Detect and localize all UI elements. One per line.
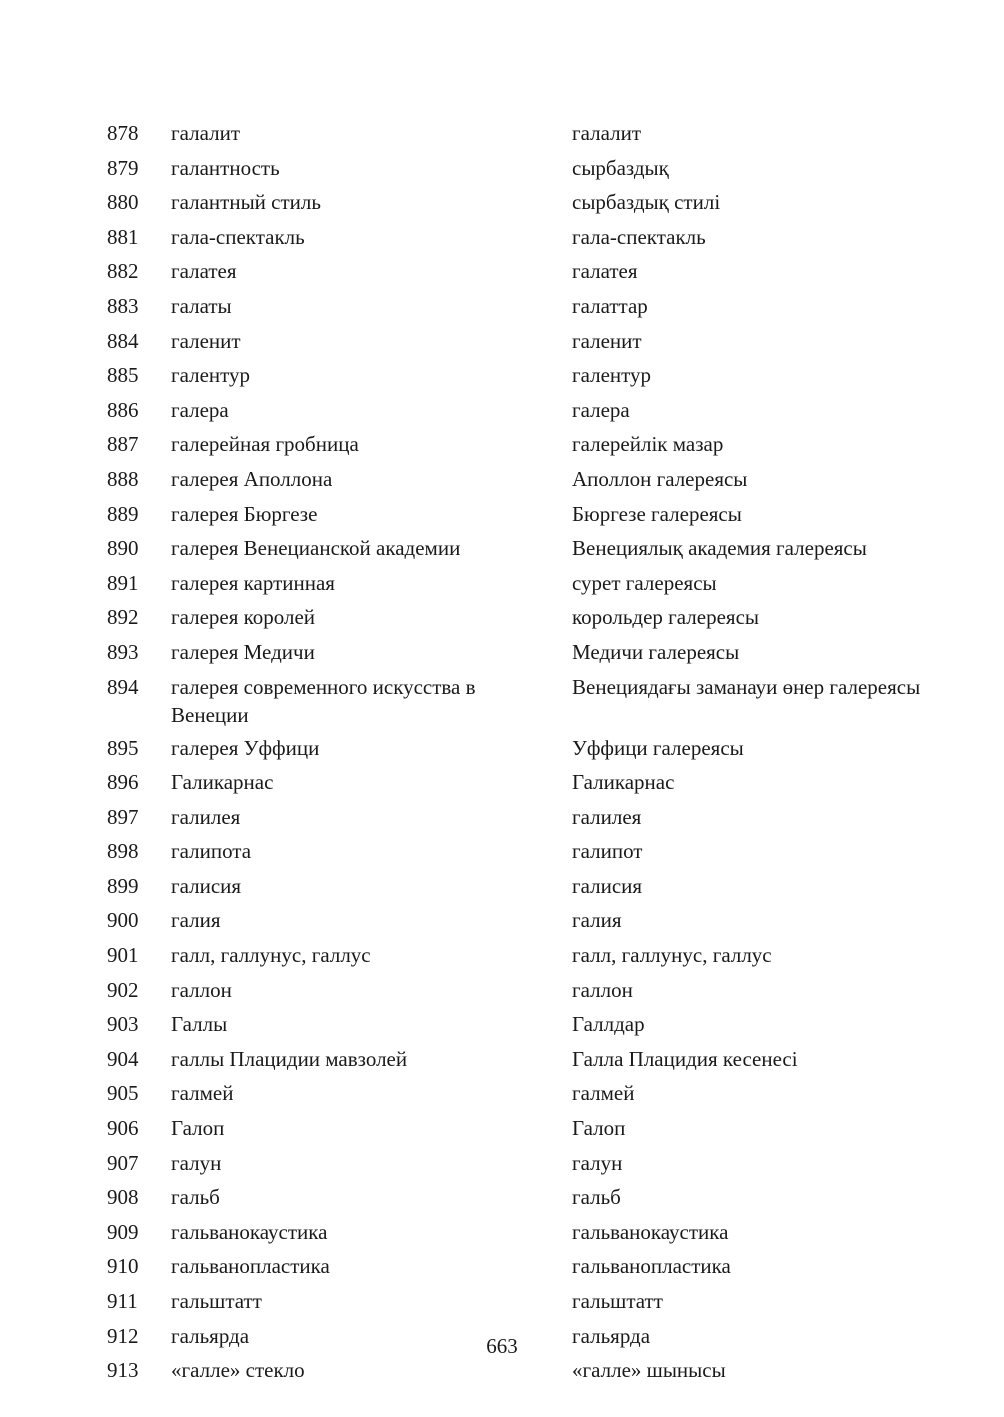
- russian-term: галентур: [171, 363, 251, 388]
- russian-term: гала-спектакль: [171, 224, 305, 249]
- table-row: [0, 255, 1004, 290]
- russian-term: галипота: [171, 839, 252, 864]
- table-row: [0, 532, 1004, 567]
- entry-number: 896: [107, 770, 139, 795]
- table-row: [0, 1077, 1004, 1112]
- russian-term: галенит: [171, 328, 241, 353]
- table-row: [0, 1147, 1004, 1182]
- table-row: [0, 221, 1004, 256]
- kazakh-term: гала-спектакль: [572, 224, 706, 249]
- kazakh-term: галун: [572, 1150, 623, 1175]
- kazakh-term: гальб: [572, 1185, 621, 1210]
- russian-term: галисия: [171, 873, 242, 898]
- entry-number: 886: [107, 397, 139, 422]
- entry-number: 907: [107, 1150, 139, 1175]
- table-row: [0, 1250, 1004, 1285]
- entry-number: 881: [107, 224, 139, 249]
- table-row: [0, 1285, 1004, 1320]
- russian-term: галерейная гробница: [171, 432, 359, 457]
- russian-term: галерея Венецианской академии: [171, 536, 461, 561]
- entry-number: 878: [107, 121, 139, 145]
- table-row: [0, 428, 1004, 463]
- table-row: [0, 117, 1004, 152]
- russian-term: гальярда: [171, 1323, 250, 1348]
- kazakh-term: гальванокаустика: [572, 1219, 729, 1244]
- kazakh-term: Венециялық академия галереясы: [572, 536, 867, 561]
- entry-number: 912: [107, 1323, 139, 1348]
- kazakh-term: гальванопластика: [572, 1254, 731, 1279]
- russian-term: галл, галлунус, галлус: [171, 943, 371, 968]
- kazakh-term: сурет галереясы: [572, 570, 717, 595]
- entry-number: 900: [107, 908, 139, 933]
- kazakh-term: Уффици галереясы: [572, 735, 744, 760]
- kazakh-term: Медичи галереясы: [572, 639, 740, 664]
- kazakh-term: гальштатт: [572, 1289, 663, 1313]
- entry-number: 910: [107, 1254, 139, 1279]
- table-row: [0, 359, 1004, 394]
- table-row: [0, 870, 1004, 905]
- russian-term: гальштатт: [171, 1289, 262, 1313]
- entry-number: 908: [107, 1185, 139, 1210]
- russian-term: «галле» стекло: [171, 1358, 305, 1383]
- entry-number: 911: [107, 1289, 138, 1313]
- kazakh-term: сырбаздық: [572, 155, 669, 180]
- glossary-table: [0, 117, 1004, 1389]
- russian-term: галерея картинная: [171, 570, 335, 595]
- entry-number: 895: [107, 735, 139, 760]
- kazakh-term: галмей: [572, 1081, 635, 1106]
- kazakh-term: «галле» шынысы: [572, 1358, 726, 1383]
- kazakh-term: галипот: [572, 839, 643, 864]
- kazakh-term: Бюргезе галереясы: [572, 501, 742, 526]
- entry-number: 893: [107, 639, 139, 664]
- entry-number: 905: [107, 1081, 139, 1106]
- kazakh-term: Аполлон галереясы: [572, 466, 748, 491]
- table-row: [0, 1043, 1004, 1078]
- russian-term: галия: [171, 908, 221, 933]
- entry-number: 913: [107, 1358, 139, 1383]
- entry-number: 890: [107, 536, 139, 561]
- russian-term: гальванопластика: [171, 1254, 330, 1279]
- entry-number: 889: [107, 501, 139, 526]
- table-row: [0, 290, 1004, 325]
- table-row: [0, 732, 1004, 767]
- russian-term: галилея: [171, 804, 241, 829]
- russian-term: галерея Уффици: [171, 735, 320, 760]
- kazakh-term: галия: [572, 908, 622, 933]
- entry-number: 882: [107, 259, 139, 284]
- kazakh-term: галлон: [572, 977, 633, 1002]
- kazakh-term: Галоп: [572, 1116, 626, 1141]
- kazakh-term: галентур: [572, 363, 652, 388]
- kazakh-term: галаттар: [572, 293, 648, 318]
- entry-number: 898: [107, 839, 139, 864]
- table-row: [0, 498, 1004, 533]
- entry-number: 879: [107, 155, 139, 180]
- kazakh-term: Венециядағы заманауи өнер галереясы: [572, 674, 921, 699]
- kazakh-term: Галлдар: [572, 1012, 645, 1037]
- table-row: [0, 601, 1004, 636]
- kazakh-term: галенит: [572, 328, 642, 353]
- table-row: [0, 463, 1004, 498]
- table-row: [0, 766, 1004, 801]
- russian-term: Галикарнас: [171, 770, 274, 795]
- russian-term: галантность: [171, 155, 280, 180]
- entry-number: 899: [107, 873, 139, 898]
- entry-number: 894: [107, 674, 139, 699]
- kazakh-term: галл, галлунус, галлус: [572, 943, 772, 968]
- kazakh-term: Галикарнас: [572, 770, 675, 795]
- table-row: [0, 152, 1004, 187]
- table-row: [0, 186, 1004, 221]
- kazakh-term: Галла Плацидия кесенесі: [572, 1046, 798, 1071]
- entry-number: 891: [107, 570, 139, 595]
- russian-term: галера: [171, 397, 229, 422]
- kazakh-term: галатея: [572, 259, 638, 284]
- russian-term: галмей: [171, 1081, 234, 1106]
- russian-term: Галоп: [171, 1116, 225, 1141]
- russian-term: галлы Плацидии мавзолей: [171, 1046, 408, 1071]
- table-row: [0, 394, 1004, 429]
- kazakh-term: корольдер галереясы: [572, 605, 760, 630]
- kazakh-term: галилея: [572, 804, 642, 829]
- entry-number: 880: [107, 190, 139, 215]
- entry-number: 906: [107, 1116, 139, 1141]
- russian-term: Галлы: [171, 1012, 228, 1037]
- table-row: [0, 1008, 1004, 1043]
- entry-number: 884: [107, 328, 139, 353]
- kazakh-term: галерейлік мазар: [572, 432, 724, 457]
- table-row: [0, 939, 1004, 974]
- table-row: [0, 801, 1004, 836]
- entry-number: 892: [107, 605, 139, 630]
- table-row: [0, 1112, 1004, 1147]
- entry-number: 902: [107, 977, 139, 1002]
- kazakh-term: гальярда: [572, 1323, 651, 1348]
- kazakh-term: галисия: [572, 873, 643, 898]
- russian-term: галатея: [171, 259, 237, 284]
- entry-number: 888: [107, 466, 139, 491]
- kazakh-term: галера: [572, 397, 630, 422]
- russian-term: галерея королей: [171, 605, 316, 630]
- table-row: [0, 835, 1004, 870]
- table-row: [0, 325, 1004, 360]
- table-row: [0, 974, 1004, 1009]
- russian-term: галаты: [171, 293, 232, 318]
- kazakh-term: сырбаздық стилі: [572, 190, 721, 215]
- russian-term: галерея Бюргезе: [171, 501, 318, 526]
- entry-number: 883: [107, 293, 139, 318]
- table-row: [0, 671, 1004, 732]
- table-row: [0, 1216, 1004, 1251]
- entry-number: 901: [107, 943, 139, 968]
- entry-number: 903: [107, 1012, 139, 1037]
- russian-term: гальванокаустика: [171, 1219, 328, 1244]
- russian-term: галерея современного искусства в Венеции: [171, 674, 476, 727]
- table-row: [0, 567, 1004, 602]
- kazakh-term: галалит: [572, 121, 641, 145]
- russian-term: галерея Аполлона: [171, 466, 333, 491]
- russian-term: галалит: [171, 121, 240, 145]
- entry-number: 904: [107, 1046, 139, 1071]
- entry-number: 885: [107, 363, 139, 388]
- russian-term: галантный стиль: [171, 190, 321, 215]
- russian-term: гальб: [171, 1185, 220, 1210]
- entry-number: 897: [107, 804, 139, 829]
- entry-number: 909: [107, 1219, 139, 1244]
- page-number: 663: [486, 1334, 518, 1358]
- table-row: [0, 636, 1004, 671]
- russian-term: галун: [171, 1150, 222, 1175]
- table-row: [0, 904, 1004, 939]
- russian-term: галлон: [171, 977, 232, 1002]
- entry-number: 887: [107, 432, 139, 457]
- table-row: [0, 1181, 1004, 1216]
- russian-term: галерея Медичи: [171, 639, 315, 664]
